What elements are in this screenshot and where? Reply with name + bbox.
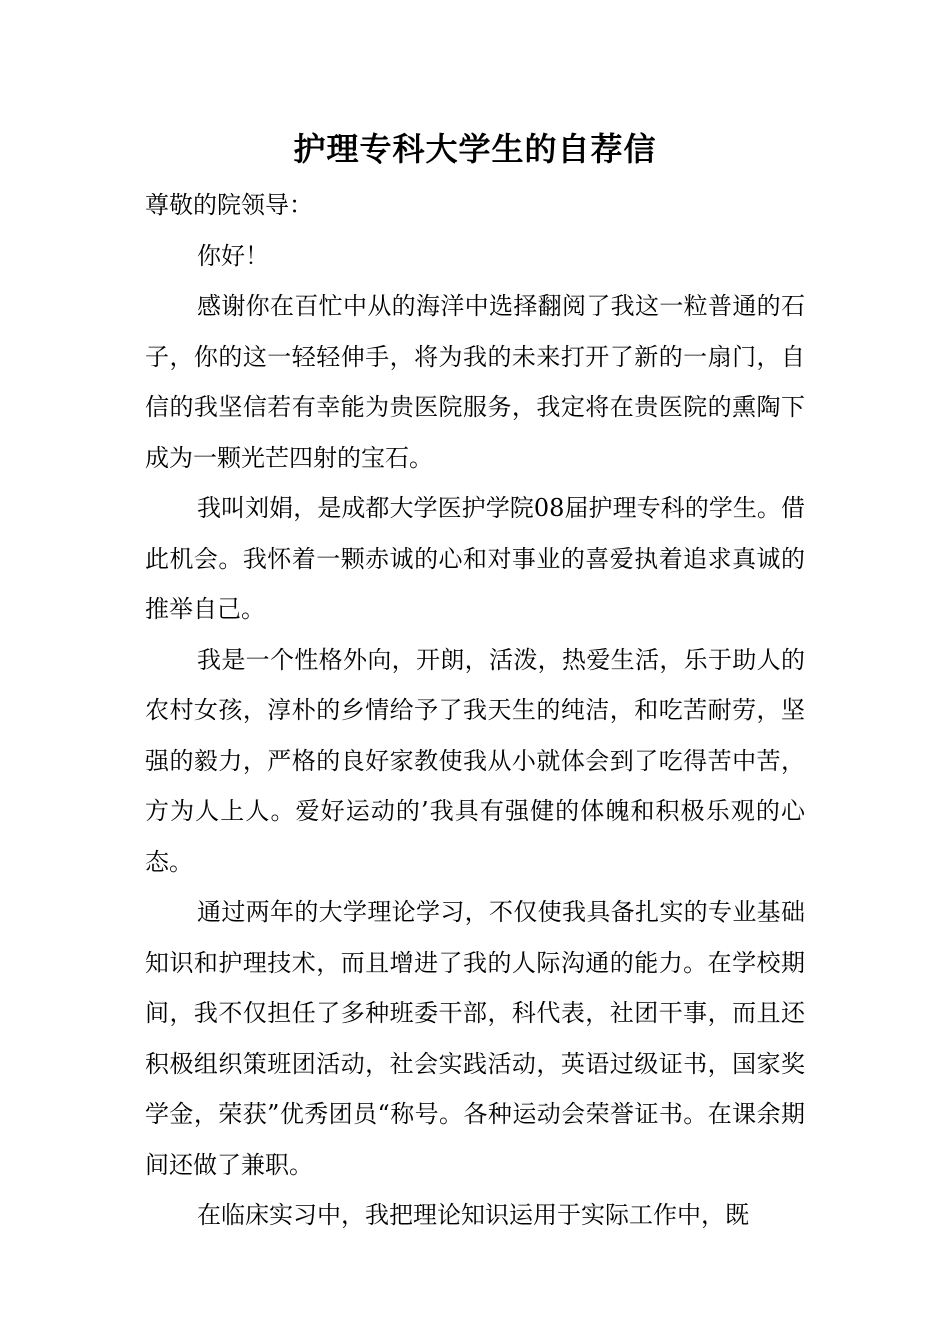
salutation: 尊敬的院领导： xyxy=(145,191,313,219)
paragraph-clinical-practice: 在临床实习中，我把理论知识运用于实际工作中，既 xyxy=(197,1201,749,1229)
paragraph-personality: 我是一个性格外向，开朗，活泼，热爱生活，乐于助人的农村女孩，淳朴的乡情给予了我天生的纯洁，和吃苦耐劳，坚强的毅力，严格的良好家教使我从小就体会到了吃得苦中苦，方为人上人。爱好运动的’我具有强健的体魄和积极乐观的心态。 xyxy=(145,645,805,876)
document-title: 护理专科大学生的自荐信 xyxy=(293,130,657,168)
paragraph-gratitude: 感谢你在百忙中从的海洋中选择翻阅了我这一粒普通的石子，你的这一轻轻伸手，将为我的未来打开了新的一扇门，自信的我坚信若有幸能为贵医院服务，我定将在贵医院的熏陶下成为一颗光芒四射的宝石。 xyxy=(145,292,805,472)
letter-body xyxy=(145,180,805,1241)
paragraph-education: 通过两年的大学理论学习，不仅使我具备扎实的专业基础知识和护理技术，而且增进了我的人际沟通的能力。在学校期间，我不仅担任了多种班委干部，科代表，社团干事，而且还积极组织策班团活动，社会实践活动，英语过级证书，国家奖学金，荣获”优秀团员“称号。各种运动会荣誉证书。在课余期间还做了兼职。 xyxy=(145,898,805,1179)
greeting: 你好！ xyxy=(197,241,269,270)
paragraph-introduction: 我叫刘娟，是成都大学医护学院08届护理专科的学生。借此机会。我怀着一颗赤诚的心和对事业的喜爱执着追求真诚的推举自己。 xyxy=(145,494,805,623)
